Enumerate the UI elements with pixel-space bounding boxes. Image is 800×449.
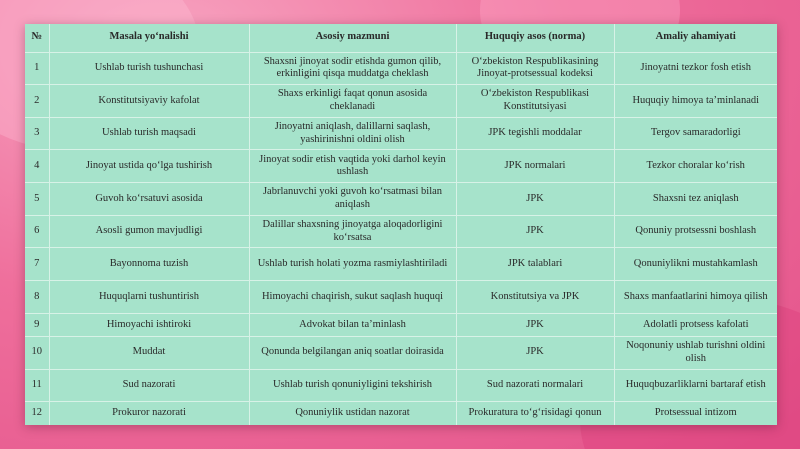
table-row [25,336,777,369]
table-row [25,150,777,183]
header-legal-basis: Huquqiy asos (norma) [456,24,614,52]
header-main-content: Asosiy mazmuni [249,24,456,52]
cell-main-content: Ushlab turish holati yozma rasmiylashtiriladi [249,248,456,281]
cell-practical-importance: Jinoyatni tezkor fosh etish [614,52,777,85]
cell-main-content: Qonunda belgilangan aniq soatlar doirasida [249,336,456,369]
cell-issue-direction: Ushlab turish tushunchasi [49,52,249,85]
header-number: № [31,31,43,43]
cell-legal-basis: O‘zbekiston Respublikasi Konstitutsiyasi [456,85,614,118]
table-row [25,117,777,150]
cell-legal-basis: JPK [456,313,614,336]
data-table [25,24,777,425]
cell-main-content: Jinoyatni aniqlash, dalillarni saqlash, yashirinishni oldini olish [249,117,456,150]
header-issue-direction: Masala yo‘nalishi [49,24,249,52]
cell-main-content: Dalillar shaxsning jinoyatga aloqadorligini ko‘rsatsa [249,215,456,248]
cell-issue-direction: Himoyachi ishtiroki [49,313,249,336]
cell-practical-importance: Qonuniy protsessni boshlash [614,215,777,248]
header-practical-importance: Amaliy ahamiyati [614,24,777,52]
table-row [25,369,777,402]
cell-practical-importance: Huquqiy himoya ta’minlanadi [614,85,777,118]
table-row [25,183,777,216]
cell-issue-direction: Huquqlarni tushuntirish [49,281,249,314]
cell-number: 12 [25,402,49,425]
cell-legal-basis: O‘zbekiston Respublikasining Jinoyat-protsessual kodeksi [456,52,614,85]
cell-legal-basis: Prokuratura to‘g‘risidagi qonun [456,402,614,425]
cell-number: 2 [25,85,49,118]
cell-number: 10 [25,336,49,369]
cell-issue-direction: Jinoyat ustida qo‘lga tushirish [49,150,249,183]
cell-legal-basis: Sud nazorati normalari [456,369,614,402]
table-row [25,281,777,314]
cell-issue-direction: Sud nazorati [49,369,249,402]
table-row [25,313,777,336]
cell-number: 5 [25,183,49,216]
cell-practical-importance: Noqonuniy ushlab turishni oldini olish [614,336,777,369]
cell-legal-basis: JPK talablari [456,248,614,281]
cell-issue-direction: Prokuror nazorati [49,402,249,425]
cell-issue-direction: Muddat [49,336,249,369]
cell-legal-basis: Konstitutsiya va JPK [456,281,614,314]
table-row [25,52,777,85]
cell-number: 9 [25,313,49,336]
cell-practical-importance: Qonuniylikni mustahkamlash [614,248,777,281]
table-row [25,215,777,248]
cell-number: 6 [25,215,49,248]
cell-practical-importance: Huquqbuzarliklarni bartaraf etish [614,369,777,402]
table-row [25,402,777,425]
cell-issue-direction: Guvoh ko‘rsatuvi asosida [49,183,249,216]
cell-practical-importance: Tezkor choralar ko‘rish [614,150,777,183]
cell-main-content: Shaxs erkinligi faqat qonun asosida cheklanadi [249,85,456,118]
table-header-row [25,24,777,52]
cell-number: 4 [25,150,49,183]
cell-legal-basis: JPK tegishli moddalar [456,117,614,150]
cell-practical-importance: Adolatli protsess kafolati [614,313,777,336]
cell-practical-importance: Tergov samaradorligi [614,117,777,150]
cell-main-content: Ushlab turish qonuniyligini tekshirish [249,369,456,402]
cell-legal-basis: JPK [456,215,614,248]
cell-number: 3 [25,117,49,150]
cell-legal-basis: JPK [456,183,614,216]
cell-main-content: Shaxsni jinoyat sodir etishda gumon qilib, erkinligini qisqa muddatga cheklash [249,52,456,85]
cell-legal-basis: JPK [456,336,614,369]
cell-legal-basis: JPK normalari [456,150,614,183]
cell-practical-importance: Protsessual intizom [614,402,777,425]
cell-number: 8 [25,281,49,314]
cell-issue-direction: Bayonnoma tuzish [49,248,249,281]
cell-main-content: Qonuniylik ustidan nazorat [249,402,456,425]
cell-main-content: Advokat bilan ta’minlash [249,313,456,336]
cell-main-content: Jabrlanuvchi yoki guvoh ko‘rsatmasi bilan aniqlash [249,183,456,216]
cell-number: 1 [25,52,49,85]
cell-main-content: Himoyachi chaqirish, sukut saqlash huquqi [249,281,456,314]
cell-practical-importance: Shaxs manfaatlarini himoya qilish [614,281,777,314]
cell-number: 11 [25,369,49,402]
cell-issue-direction: Ushlab turish maqsadi [49,117,249,150]
table-container [25,24,777,425]
cell-main-content: Jinoyat sodir etish vaqtida yoki darhol keyin ushlash [249,150,456,183]
cell-issue-direction: Konstitutsiyaviy kafolat [49,85,249,118]
cell-number: 7 [25,248,49,281]
cell-practical-importance: Shaxsni tez aniqlash [614,183,777,216]
table-row [25,85,777,118]
table-row [25,248,777,281]
cell-issue-direction: Asosli gumon mavjudligi [49,215,249,248]
